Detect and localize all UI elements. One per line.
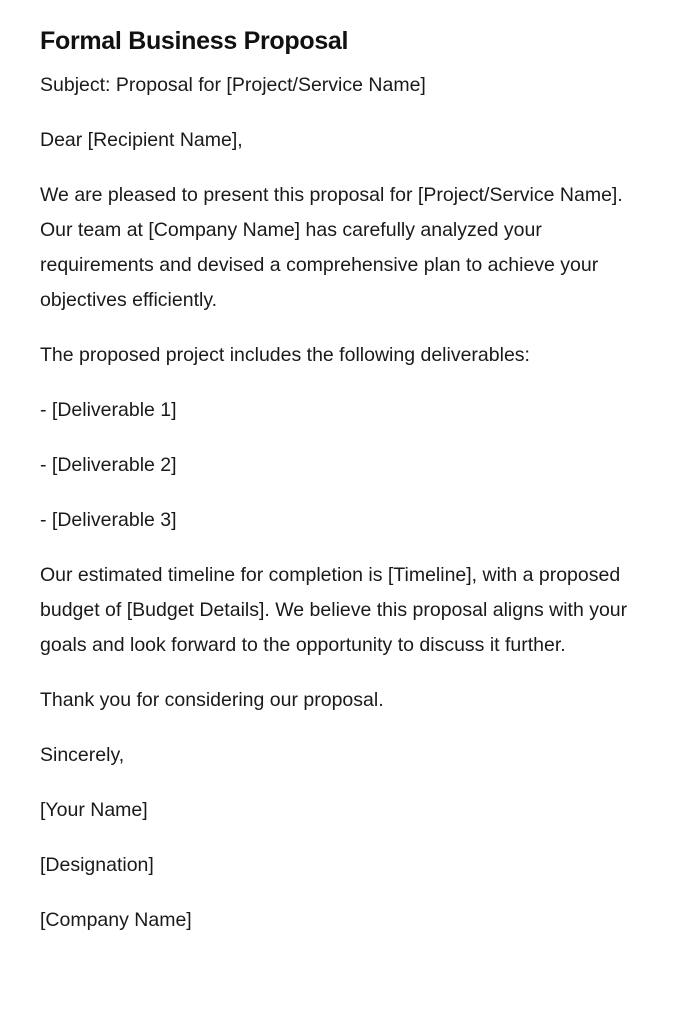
document-title: Formal Business Proposal — [40, 27, 349, 55]
signature-name: [Your Name] — [40, 799, 148, 821]
signature-designation: [Designation] — [40, 854, 154, 876]
thank-you-line: Thank you for considering our proposal. — [40, 689, 384, 711]
closing-line: Sincerely, — [40, 744, 125, 766]
salutation: Dear [Recipient Name], — [40, 129, 243, 151]
timeline-budget-paragraph: Our estimated timeline for completion is [Timeline], with a proposed budget of [Budget Details]. We believe this proposal aligns with your goals and look forward to the opportunity to discuss it further. — [40, 564, 628, 656]
deliverable-item: - [Deliverable 2] — [40, 454, 177, 476]
subject-line: Subject: Proposal for [Project/Service Name] — [40, 74, 426, 96]
intro-paragraph: We are pleased to present this proposal for [Project/Service Name]. Our team at [Company Name] has carefully analyzed your requirements and devised a comprehensive plan to achieve your objectives efficiently. — [40, 184, 623, 311]
signature-company: [Company Name] — [40, 909, 192, 931]
deliverable-item: - [Deliverable 1] — [40, 399, 177, 421]
deliverable-item: - [Deliverable 3] — [40, 509, 177, 531]
deliverables-intro: The proposed project includes the following deliverables: — [40, 344, 530, 366]
